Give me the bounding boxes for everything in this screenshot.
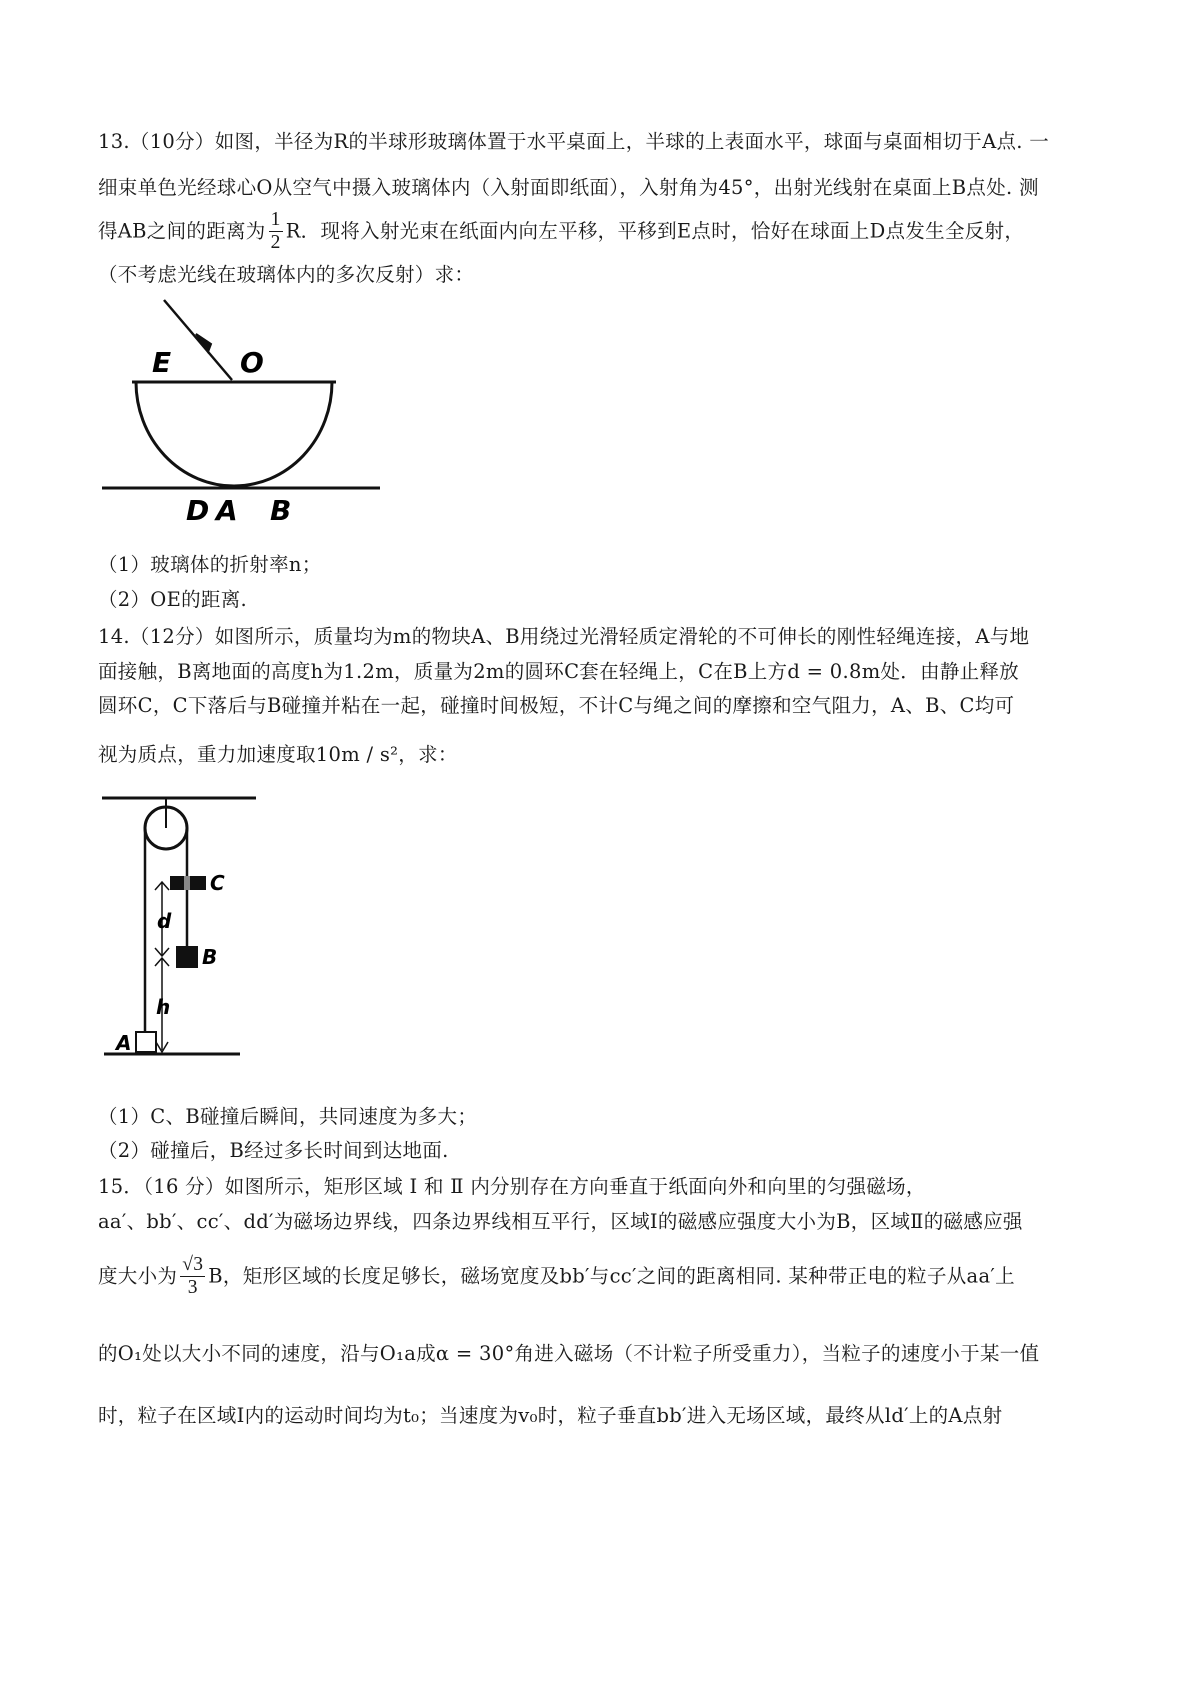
q13-fraction-den: 2 bbox=[270, 232, 281, 253]
q14-sub-2: （2）碰撞后，B经过多长时间到达地面. bbox=[98, 1139, 449, 1162]
q13-hemisphere-figure bbox=[100, 292, 390, 532]
q13-line-1: 13.（10分）如图，半径为R的半球形玻璃体置于水平桌面上，半球的上表面水平，球面与桌面相切于A点. 一 bbox=[98, 130, 1050, 153]
q14-block-b bbox=[176, 946, 198, 968]
q13-hemisphere-arc bbox=[136, 382, 332, 486]
q13-sub-1: （1）玻璃体的折射率n； bbox=[98, 553, 322, 576]
q14-label-h: h bbox=[156, 995, 171, 1019]
q15-line-2: aa′、bb′、cc′、dd′为磁场边界线，四条边界线相互平行，区域Ⅰ的磁感应强度大小为B，区域Ⅱ的磁感应强 bbox=[98, 1210, 1023, 1233]
q14-label-a: A bbox=[116, 1031, 132, 1055]
q14-label-c: C bbox=[210, 871, 225, 895]
q13-label-e: E bbox=[152, 346, 172, 379]
q13-sub-2: （2）OE的距离. bbox=[98, 588, 248, 611]
q14-label-d: d bbox=[157, 909, 172, 933]
q13-label-d: D bbox=[186, 494, 210, 527]
q14-pulley-figure bbox=[100, 788, 260, 1078]
q15-line-3-text-b: B，矩形区域的长度足够长，磁场宽度及bb′与cc′之间的距离相同. 某种带正电的粒子从aa′上 bbox=[208, 1264, 1015, 1288]
q13-line-3 bbox=[98, 209, 1108, 259]
q13-line-3-text-b: R．现将入射光束在纸面内向左平移，平移到E点时，恰好在球面上D点发生全反射， bbox=[285, 219, 1025, 243]
q15-line-3 bbox=[98, 1254, 1108, 1310]
q13-fraction-num: 1 bbox=[270, 209, 281, 230]
q13-line-4: （不考虑光线在玻璃体内的多次反射）求： bbox=[98, 263, 475, 286]
q15-line-3-text-a: 度大小为 bbox=[98, 1264, 178, 1288]
q14-block-a bbox=[136, 1032, 156, 1052]
q13-line-3-text-a: 得AB之间的距离为 bbox=[98, 219, 266, 243]
q14-line-2: 面接触，B离地面的高度h为1.2m，质量为2m的圆环C套在轻绳上，C在B上方d = 0.8m处．由静止释放 bbox=[98, 660, 1020, 683]
q15-line-4: 的O₁处以大小不同的速度，沿与O₁a成α = 30°角进入磁场（不计粒子所受重力），当粒子的速度小于某一值 bbox=[98, 1342, 1040, 1365]
q15-fraction-den: 3 bbox=[187, 1277, 198, 1298]
q13-fraction bbox=[269, 209, 283, 254]
q14-ring-c-gap bbox=[184, 876, 190, 890]
q14-label-b: B bbox=[202, 945, 218, 969]
q14-line-3: 圆环C，C下落后与B碰撞并粘在一起，碰撞时间极短，不计C与绳之间的摩擦和空气阻力，A、B、C均可 bbox=[98, 694, 1015, 717]
q13-ray-arrow bbox=[196, 334, 211, 352]
q15-line-1: 15．（16 分）如图所示，矩形区域 Ⅰ 和 Ⅱ 内分别存在方向垂直于纸面向外和向里的匀强磁场， bbox=[98, 1175, 926, 1198]
q13-label-a: A bbox=[216, 494, 238, 527]
q13-label-o: O bbox=[240, 346, 264, 379]
q15-fraction-num: √3 bbox=[182, 1254, 204, 1275]
q14-sub-1: （1）C、B碰撞后瞬间，共同速度为多大； bbox=[98, 1105, 478, 1128]
q13-incident-ray bbox=[164, 300, 232, 380]
q14-line-1: 14.（12分）如图所示，质量均为m的物块A、B用绕过光滑轻质定滑轮的不可伸长的刚性轻绳连接，A与地 bbox=[98, 625, 1030, 648]
q14-line-4: 视为质点，重力加速度取10m / s²，求： bbox=[98, 743, 458, 766]
q13-line-2: 细束单色光经球心O从空气中摄入玻璃体内（入射面即纸面），入射角为45°，出射光线射在桌面上B点处. 测 bbox=[98, 176, 1039, 199]
q13-label-b: B bbox=[270, 494, 292, 527]
q15-line-5: 时，粒子在区域Ⅰ内的运动时间均为t₀；当速度为v₀时，粒子垂直bb′进入无场区域，最终从ld′上的A点射 bbox=[98, 1404, 1003, 1427]
q15-fraction bbox=[180, 1254, 205, 1299]
